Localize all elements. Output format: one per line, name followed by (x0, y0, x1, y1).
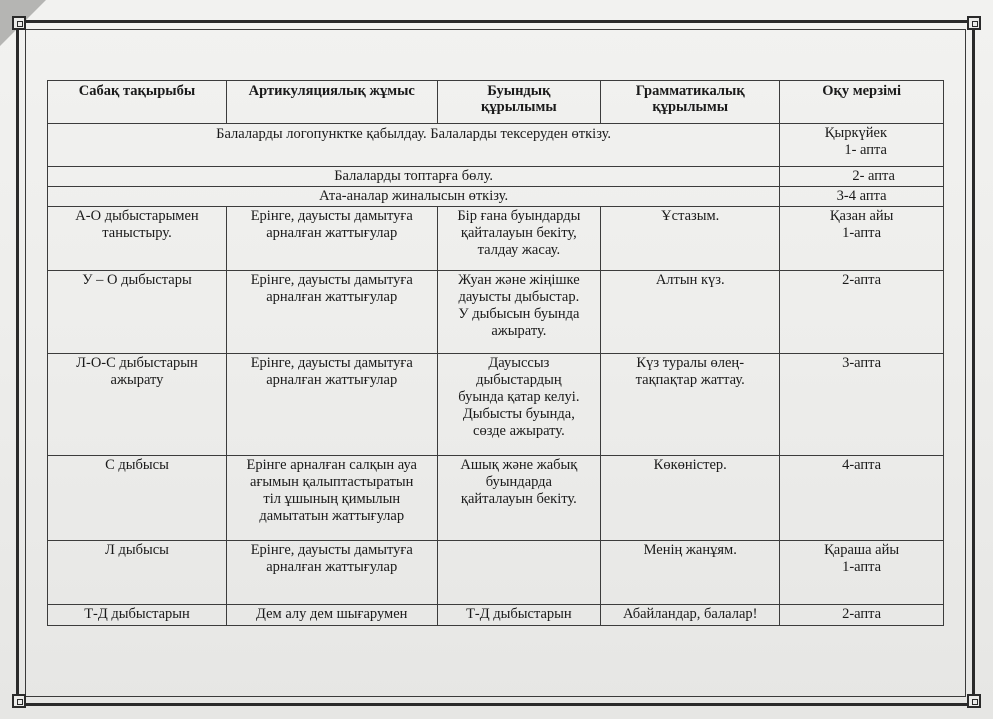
cell-line: 2-апта (842, 272, 882, 288)
header-grammar-line: құрылымы (652, 99, 729, 115)
corner-ornament-bottom-right (967, 694, 981, 708)
cell-line: сөзде ажырату. (473, 423, 565, 439)
term-cell (780, 271, 944, 354)
syllable-cell (437, 456, 601, 541)
header-articulation: Артикуляциялық жұмыс (226, 81, 437, 124)
cell-line: дауысты дыбыстар. (458, 289, 580, 305)
term-cell: 3-4 апта (780, 187, 944, 207)
header-syllable-line: Буындық (487, 83, 551, 99)
cell-line: Ерінге, дауысты дамытуға (250, 542, 413, 558)
header-syllable (437, 81, 601, 124)
table-row (48, 207, 944, 271)
cell-line: арналған жаттығулар (266, 559, 398, 575)
cell-line: С дыбысы (105, 457, 169, 473)
grammar-cell (601, 207, 780, 271)
cell-line: қайталауын бекіту. (460, 491, 577, 507)
term-cell (780, 354, 944, 456)
topic-cell (48, 541, 227, 605)
header-topic: Сабақ тақырыбы (48, 81, 227, 124)
syllable-cell (437, 271, 601, 354)
term-cell (780, 605, 944, 626)
cell-line: 2-апта (842, 606, 882, 622)
merged-cell-intake: Балаларды логопунктке қабылдау. Балаларды тексеруден өткізу. (48, 124, 780, 167)
cell-line: ағымын қалыптастыратын (250, 474, 414, 490)
cell-line: Бір ғана буындарды (457, 208, 581, 224)
grammar-cell (601, 354, 780, 456)
cell-line: Ерінге, дауысты дамытуға (250, 272, 413, 288)
cell-line: буындарда (485, 474, 552, 490)
cell-line: Менің жанұям. (643, 542, 737, 558)
cell-line: Т-Д дыбыстарын (466, 606, 572, 622)
cell-line: Ерінге, дауысты дамытуға (250, 208, 413, 224)
merged-cell-groups: Балаларды топтарға бөлу. (48, 167, 780, 187)
table-row-intake (48, 124, 944, 167)
cell-line: У – О дыбыстары (82, 272, 192, 288)
term-cell (780, 124, 944, 167)
cell-line: дамытатын жаттығулар (259, 508, 405, 524)
term-cell (780, 207, 944, 271)
header-syllable-line: құрылымы (481, 99, 557, 115)
cell-line: Қазан айы (829, 208, 894, 224)
syllable-cell (437, 605, 601, 626)
corner-ornament-top-right (967, 16, 981, 30)
cell-line: 3-апта (842, 355, 882, 371)
topic-cell (48, 271, 227, 354)
cell-line: таныстыру. (102, 225, 172, 241)
topic-cell (48, 354, 227, 456)
term-cell (780, 456, 944, 541)
articulation-cell (226, 207, 437, 271)
cell-line: Күз туралы өлең- (636, 355, 745, 371)
cell-line: Ерінге арналған салқын ауа (246, 457, 417, 473)
cell-line: қайталауын бекіту, (460, 225, 577, 241)
cell-line: ажырату (110, 372, 164, 388)
grammar-cell (601, 605, 780, 626)
cell-line: Дыбысты буында, (462, 406, 575, 422)
cell-line: Дем алу дем шығарумен (256, 606, 408, 622)
corner-ornament-top-left (12, 16, 26, 30)
table-header-row (48, 81, 944, 124)
header-grammar (601, 81, 780, 124)
cell-line: Көкөністер. (653, 457, 727, 473)
cell-line: 4-апта (842, 457, 882, 473)
cell-line: Ерінге, дауысты дамытуға (250, 355, 413, 371)
cell-line: Жуан және жіңішке (458, 272, 580, 288)
table-row (48, 605, 944, 626)
cell-line: арналған жаттығулар (266, 372, 398, 388)
table-row (48, 271, 944, 354)
merged-cell-parents-meeting: Ата-аналар жиналысын өткізу. (48, 187, 780, 207)
table-row-groups (48, 167, 944, 187)
lesson-plan-table (47, 80, 944, 626)
cell-line: Т-Д дыбыстарын (84, 606, 190, 622)
cell-line: Л-О-С дыбыстарын (76, 355, 198, 371)
topic-cell (48, 456, 227, 541)
cell-line: Ашық және жабық (460, 457, 578, 473)
term-cell: 2- апта (780, 167, 944, 187)
topic-cell (48, 605, 227, 626)
articulation-cell (226, 354, 437, 456)
cell-line: талдау жасау. (477, 242, 561, 258)
topic-cell (48, 207, 227, 271)
cell-line: Қараша айы (824, 542, 900, 558)
cell-line: Л дыбысы (105, 542, 169, 558)
cell-line: У дыбысын буында (458, 306, 580, 322)
cell-line: Дауыссыз (488, 355, 550, 371)
header-term: Оқу мерзімі (780, 81, 944, 124)
term-cell (780, 541, 944, 605)
cell-line: буында қатар келуі. (458, 389, 580, 405)
cell-line: А-О дыбыстарымен (75, 208, 199, 224)
cell-line: дыбыстардың (476, 372, 562, 388)
articulation-cell (226, 456, 437, 541)
articulation-cell (226, 271, 437, 354)
table-row (48, 541, 944, 605)
syllable-cell (437, 207, 601, 271)
cell-line: арналған жаттығулар (266, 225, 398, 241)
grammar-cell (601, 456, 780, 541)
syllable-cell-empty (437, 541, 601, 605)
grammar-cell (601, 271, 780, 354)
cell-line: Абайландар, балалар! (622, 606, 758, 622)
header-grammar-line: Грамматикалық (635, 83, 745, 99)
corner-ornament-bottom-left (12, 694, 26, 708)
cell-line: арналған жаттығулар (266, 289, 398, 305)
syllable-cell (437, 354, 601, 456)
cell-line: Ұстазым. (661, 208, 720, 224)
articulation-cell (226, 541, 437, 605)
cell-line: 1-апта (842, 225, 882, 241)
cell-line: ажырату. (491, 323, 547, 339)
cell-line: 1-апта (842, 559, 882, 575)
table-row-parents-meeting (48, 187, 944, 207)
cell-line: тіл ұшының қимылын (263, 491, 401, 507)
term-line: 1- апта (844, 142, 887, 158)
cell-line: Алтын күз. (655, 272, 725, 288)
table-row (48, 456, 944, 541)
table-row (48, 354, 944, 456)
articulation-cell (226, 605, 437, 626)
term-line: Қыркүйек (824, 125, 887, 141)
cell-line: тақпақтар жаттау. (635, 372, 745, 388)
grammar-cell (601, 541, 780, 605)
